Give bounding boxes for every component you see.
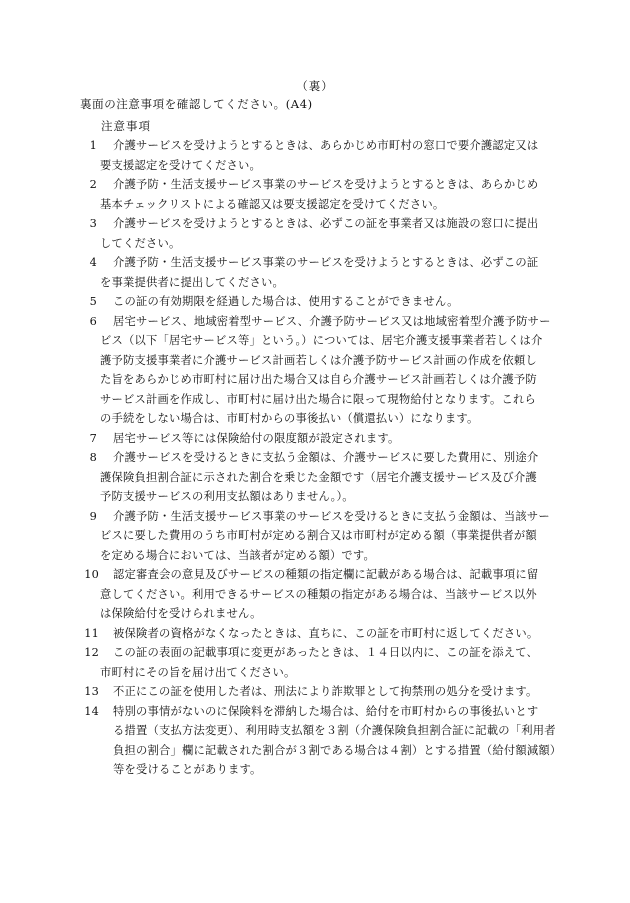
note-text-line: 要支援認定を受けてください。 [100,158,261,172]
note-number: 9 [89,509,97,523]
note-text-line: してください。 [100,236,181,250]
note-item [0,292,630,312]
page-side-label: （裏） [296,79,334,93]
note-text-line: 基本チェックリストによる確認又は要支援認定を受けてください。 [100,197,445,211]
note-text-line: 被保険者の資格がなくなったときは、直ちに、この証を市町村に返してください。 [113,626,539,640]
note-item [0,448,630,507]
note-number: 4 [89,256,97,269]
note-text-line: 等を受けることがあります。 [113,763,262,776]
note-text-line: る措置（支払方法変更）、利用時支払額を３割（介護保険負担割合証に記載の「利用者 [113,724,556,737]
note-number: 13 [84,685,99,698]
notes-list [0,136,630,780]
note-item [0,214,630,253]
note-item [0,175,630,214]
note-number: 7 [89,431,97,445]
note-number: 3 [89,217,97,230]
note-text-line: 負担の割合」欄に記載された割合が３割である場合は４割）とする措置（給付額減額） [113,743,562,757]
note-item [0,565,630,624]
note-text-line: 居宅サービス等には保険給付の限度額が設定されます。 [113,431,400,445]
note-item [0,507,630,566]
note-text-line: 介護予防・生活支援サービス事業のサービスを受けようとするときは、必ずこの証 [113,256,539,269]
note-text-line: 介護サービスを受けようとするときは、あらかじめ市町村の窓口で要介護認定又は [113,139,539,152]
note-number: 11 [84,626,99,640]
note-number: 1 [89,139,97,152]
note-text-line: を定める場合においては、当該者が定める額）です。 [100,548,376,562]
note-number: 14 [84,704,99,718]
note-item [0,702,630,780]
note-number: 2 [89,178,97,191]
note-item [0,643,630,682]
note-item [0,312,630,429]
note-text-line: 認定審査会の意見及びサービスの種類の指定欄に記載がある場合は、記載事項に留 [113,568,539,581]
note-text-line: 介護予防・生活支援サービス事業のサービスを受けようとするときは、あらかじめ [113,178,539,191]
note-text-line: は保険給付を受けられません。 [100,607,262,620]
note-item [0,682,630,702]
note-item [0,624,630,644]
note-number: 6 [89,314,97,328]
note-text-line: 市町村にその旨を届け出てください。 [100,665,296,679]
note-number: 8 [89,451,97,464]
note-text-line: 不正にこの証を使用した者は、刑法により詐欺罪として拘禁刑の処分を受けます。 [113,685,538,698]
note-text-line: を事業提供者に提出してください。 [100,275,284,289]
note-text-line: た旨をあらかじめ市町村に届け出た場合又は自ら介護サービス計画若しくは介護予防 [100,373,537,386]
note-number: 5 [89,295,97,308]
note-text-line: 護保険負担割合証に示された割合を乗じた金額です（居宅介護支援サービス及び介護 [100,470,537,484]
note-text-line: 介護サービスを受けようとするときは、必ずこの証を事業者又は施設の窓口に提出 [113,217,539,230]
note-item [0,253,630,292]
note-text-line: サービス計画を作成し、市町村に届け出た場合に限って現物給付となります。これら [100,392,536,406]
note-text-line: 介護サービスを受けるときに支払う金額は、介護サービスに要した費用に、別途介 [113,451,539,464]
check-note: 裏面の注意事項を確認してください。(A4) [80,97,313,111]
note-text-line: この証の表面の記載事項に変更があったときは、１４日以内に、この証を添えて、 [113,646,539,659]
note-number: 12 [84,646,99,659]
note-number: 10 [84,568,99,581]
note-text-line: 護予防支援事業者に介護サービス計画若しくは介護予防サービス計画の作成を依頼し [100,353,537,367]
note-text-line: 意してください。利用できるサービスの種類の指定がある場合は、当該サービス以外 [100,587,537,601]
note-item [0,429,630,449]
note-text-line: 介護予防・生活支援サービス事業のサービスを受けるときに支払う金額は、当該サー [113,509,550,523]
note-item [0,136,630,175]
note-text-line: の手続をしない場合は、市町村からの事後払い（償還払い）になります。 [100,412,479,425]
note-text-line: ビスに要した費用のうち市町村が定める割合又は市町村が定める額（事業提供者が額 [100,529,537,542]
note-text-line: ビス（以下「居宅サービス等」という。）については、居宅介護支援事業者若しくは介 [100,334,543,347]
notes-heading: 注意事項 [101,119,151,133]
note-text-line: 居宅サービス、地域密着型サービス、介護予防サービス又は地域密着型介護予防サー [113,314,551,328]
note-text-line: 予防支援サービスの利用支払額はありません。）。 [100,490,354,503]
note-text-line: 特別の事情がないのに保険料を滞納した場合は、給付を市町村からの事後払いとす [113,704,539,718]
note-text-line: この証の有効期限を経過した場合は、使用することができません。 [113,295,459,308]
